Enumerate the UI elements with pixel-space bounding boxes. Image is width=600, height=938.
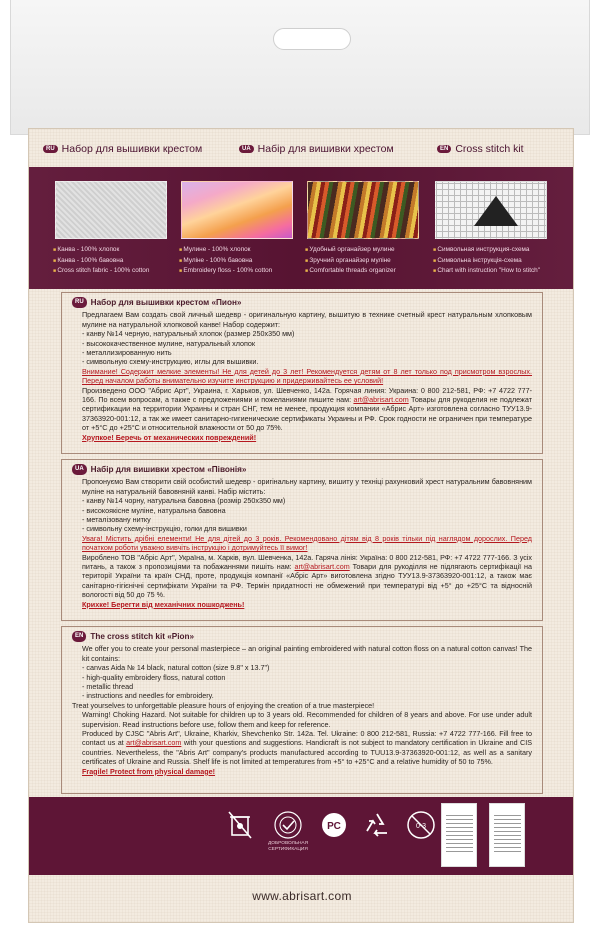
ru-item: - высококачественное мулине, натуральный хлопок [82, 338, 256, 348]
flag-ua-icon: UA [239, 145, 254, 153]
chart-photo [435, 181, 547, 239]
feature-chart: ■ Символьная инструкция-схема ■ Символьна інструкція-схема ■ Chart with instruction "How to stitch" [433, 245, 573, 277]
floss-photo [181, 181, 293, 239]
section-en [61, 626, 543, 794]
organizer-photo [307, 181, 419, 239]
title-en [437, 143, 524, 155]
feature-organizer: ■ Удобный органайзер мулине ■ Зручний органайзер муліне ■ Comfortable threads organizer [305, 245, 429, 277]
en-item: - canvas Aida № 14 black, natural cotton (size 9.8" x 13.7") [82, 663, 270, 673]
ua-producer: Вироблено ТОВ "Абріс Арт", Україна, м. Харків, вул. Шевченка, 142а. Гаряча лінія: Україна: 0 800 212-581, РФ: +7 4722 777-166. З усіх питань, а також з пропозиціями та побажаннями пишіть нам: art@abrisart.com Товари для рукоділля не підлягають сертифікації на території України та країн СНД, проте, продукція компанії «Абріс Арт» виготовлена згідно ТУУ13.9-37363920-001:12, а також має санітарно-гігієнічні сертифікати України та РФ. Термін придатності не обмежений при температурі від +5° до +25°С та відносній вологості від 50 до 75 %. [82, 552, 532, 600]
ua-item: - символьну схему-інструкцію, голки для вишивки [82, 524, 247, 534]
flag-ru-icon: RU [72, 297, 87, 308]
title-ua-text: Набір для вишивки хрестом [257, 143, 394, 155]
title-ru [43, 143, 202, 155]
en-item: - instructions and needles for embroidery. [82, 691, 214, 701]
en-fragile: Fragile! Protect from physical damage! [82, 766, 216, 776]
ua-warning: Увага! Містить дрібні елементи! Не для дітей до 3 років. Рекомендовано дітям від 8 років тільки під наглядом дорослих. Перед початком роботи уважно вивчіть інструкцію і дотримуйтесь її вимог! [82, 533, 532, 553]
ru-fragile: Хрупкое! Беречь от механических повреждений! [82, 432, 257, 442]
svg-text:РС: РС [327, 821, 341, 832]
canvas-photo [55, 181, 167, 239]
title-ua [239, 143, 394, 155]
quality-seal-icon [273, 809, 303, 841]
trash-bin-icon [225, 809, 255, 841]
en-producer: Produced by CJSC "Abris Art", Ukraine, Kharkiv, Shevchenko Str. 142a. Tel. Ukraine: 0 800 212-581, Russia: +7 4722 777-166. Fill free to contact us at art@abrisart.com with your questions and suggestions. Handicraft is not subject to mandatory certification in Ukraine and CIS countries. Nevertheless, the "Abris Art" company's products manufactured according to TUU13.9-37363920-001:12, as well as a sanitary certificates of Ukraine and Russia. Shelf life is not limited at temperatures from +5° to +25°C and a relative humidity of 50 to 75%. [82, 729, 533, 767]
flag-en-icon: EN [72, 631, 86, 642]
certificate-image [441, 803, 477, 867]
pct-mark-icon [319, 809, 349, 841]
ua-item: - канву №14 чорну, натуральна бавовна (розмір 250х350 мм) [82, 496, 286, 506]
language-titles [29, 139, 574, 165]
section-en-heading: EN The cross stitch kit «Pion» [72, 631, 532, 642]
ua-email-link[interactable]: art@abrisart.com [294, 562, 350, 572]
en-warning: Warning! Choking Hazard. Not suitable for children up to 3 years old. Recommended for children of 8 years and above. For use under adult supervision. Read instructions before use, follow them and keep for reference. [82, 710, 532, 729]
flag-en-icon: EN [437, 145, 451, 153]
en-item: - high-quality embroidery floss, natural cotton [82, 672, 226, 682]
certificate-image [489, 803, 525, 867]
section-ua [61, 459, 543, 621]
website-url[interactable]: www.abrisart.com [252, 889, 352, 903]
ua-item: - металізовану нитку [82, 515, 151, 525]
feature-canvas: ■ Канва - 100% хлопок ■ Канва - 100% бавовна ■ Cross stitch fabric - 100% cotton [53, 245, 177, 277]
recycle-icon [362, 809, 392, 841]
en-email-link[interactable]: art@abrisart.com [126, 738, 182, 748]
ru-producer: Произведено ООО "Абрис Арт", Украина, г. Харьков, ул. Шевченко, 142а. Горячая линия: Украина: 0 800 212-581, РФ: +7 4722 777-166. По всем вопросам, а также с предложениями и пожеланиями пишите нам: art@abrisart.com Товары для рукоделия не подлежат сертификации на территории Украины и стран СНГ, тем не менее, продукция компании «Абрис Арт» изготовлена согласно ТУУ13.9-37363920-001:12, а так же имеет санитарно-гигиенические сертификаты Украины и РФ. Срок годности не ограничен при температуре от +5°С до +25°С и относительной влажности от 50 до 75%. [82, 385, 532, 433]
hang-tab [10, 0, 590, 135]
ru-item: - канву №14 черную, натуральный хлопок (размер 250х350 мм) [82, 329, 295, 339]
en-intro: We offer you to create your personal masterpiece – an original painting embroidered with natural cotton floss on a natural cotton canvas! The kit contains: [82, 644, 532, 663]
ru-warning: Внимание! Содержит мелкие элементы! Не для детей до 3 лет! Рекомендуется детям от 8 лет только под присмотром взрослых. Перед началом работы внимательно изучите инструкцию и придерживайтесь ее условий! [82, 366, 532, 386]
ru-item: - символьную схему-инструкцию, иглы для вышивки. [82, 357, 259, 367]
section-ru-heading: RU Набор для вышивки крестом «Пион» [72, 297, 532, 308]
ru-email-link[interactable]: art@abrisart.com [353, 395, 409, 405]
ru-intro: Предлагаем Вам создать свой личный шедевр - оригинальную картину, вышитую в технике счетный крест натуральным хлопковым мулине на натуральной хлопковой канве! Набор содержит: [82, 310, 532, 329]
title-ru-text: Набор для вышивки крестом [61, 143, 203, 155]
ua-item: - високоякісне муліне, натуральна бавовна [82, 505, 226, 515]
flag-ru-icon: RU [43, 145, 58, 153]
feature-band [29, 167, 574, 289]
quality-seal-label: ДОБРОВОЛЬНАЯ СЕРТИФИКАЦИЯ [268, 841, 309, 852]
section-ua-heading: UA Набір для вишивки хрестом «Півонія» [72, 464, 532, 475]
en-treat: Treat yourselves to unforgettable pleasure hours of enjoying the creation of a true masterpiece! [72, 700, 375, 710]
bottom-band [29, 797, 574, 875]
ru-item: - металлизированную нить [82, 348, 172, 358]
age-warning-icon [406, 809, 436, 841]
flag-ua-icon: UA [72, 464, 87, 475]
feature-floss: ■ Мулине - 100% хлопок ■ Муліне - 100% бавовна ■ Embroidery floss - 100% cotton [179, 245, 303, 277]
svg-text:0-3: 0-3 [415, 823, 427, 830]
ua-intro: Пропонуємо Вам створити свій особистий шедевр - оригінальну картину, вишиту у техніці рахунковий хрест натуральним бавовняним муліне на натуральній бавовняній канві. Набір містить: [82, 477, 532, 496]
section-ru [61, 292, 543, 454]
ua-fragile: Крихке! Берегти від механічних пошкоджень! [82, 599, 245, 609]
package-card [28, 128, 574, 923]
en-item: - metallic thread [82, 682, 134, 692]
title-en-text: Cross stitch kit [455, 143, 524, 155]
hang-slot [273, 28, 351, 50]
